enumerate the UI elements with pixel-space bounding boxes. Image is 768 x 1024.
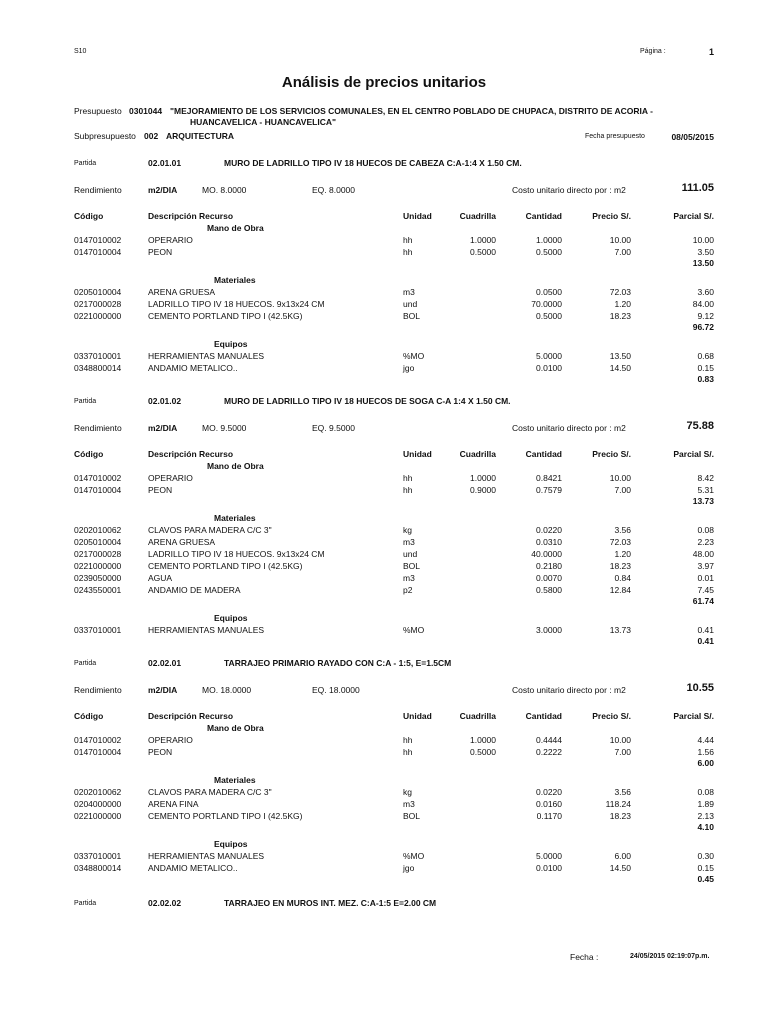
resource-cuadrilla: 0.9000 (470, 485, 496, 495)
materiales-subtotal: 96.72 (692, 322, 714, 332)
resource-precio: 72.03 (609, 287, 631, 297)
equipos-row (0, 363, 768, 374)
costo-unitario-value: 75.88 (686, 420, 714, 432)
subpresupuesto-label: Subpresupuesto (74, 131, 136, 141)
col-header-descripcion: Descripción Recurso (148, 449, 234, 459)
resource-cuadrilla: 1.0000 (470, 235, 496, 245)
equipos-group-heading: Equipos (214, 839, 248, 849)
costo-unitario-value: 111.05 (681, 182, 714, 194)
equipos-row (0, 351, 768, 362)
partida-code: 02.01.01 (148, 158, 182, 168)
resource-cantidad: 0.0220 (536, 525, 562, 535)
resource-code: 0221000000 (74, 311, 122, 321)
resource-unit: hh (403, 735, 413, 745)
resource-description: ARENA GRUESA (148, 537, 216, 547)
costo-unitario-label: Costo unitario directo por : m2 (512, 685, 626, 695)
resource-cantidad: 0.2222 (536, 747, 562, 757)
col-header-unidad: Unidad (403, 449, 432, 459)
materiales-row (0, 799, 768, 810)
materiales-subtotal: 4.10 (697, 822, 714, 832)
resource-unit: m3 (403, 287, 415, 297)
equipos-row (0, 625, 768, 636)
mano-obra-subtotal: 13.73 (692, 496, 714, 506)
resource-description: LADRILLO TIPO IV 18 HUECOS. 9x13x24 CM (148, 299, 325, 309)
resource-unit: m3 (403, 573, 415, 583)
resource-cantidad: 3.0000 (536, 625, 562, 635)
resource-code: 0337010001 (74, 625, 122, 635)
resource-precio: 13.73 (609, 625, 631, 635)
materiales-group-heading: Materiales (214, 775, 256, 785)
resource-precio: 10.00 (609, 235, 631, 245)
resource-description: ARENA GRUESA (148, 287, 216, 297)
resource-unit: p2 (403, 585, 413, 595)
resource-precio: 0.84 (614, 573, 631, 583)
resource-code: 0243550001 (74, 585, 122, 595)
resource-cantidad: 0.1170 (536, 811, 562, 821)
resource-precio: 118.24 (605, 799, 631, 809)
resource-unit: BOL (403, 561, 421, 571)
resource-precio: 1.20 (614, 299, 631, 309)
resource-cantidad: 40.0000 (531, 549, 562, 559)
resource-precio: 14.50 (609, 363, 631, 373)
col-header-codigo: Código (74, 211, 104, 221)
resource-description: HERRAMIENTAS MANUALES (148, 851, 265, 861)
resource-description: AGUA (148, 573, 173, 583)
resource-description: CEMENTO PORTLAND TIPO I (42.5KG) (148, 561, 303, 571)
resource-unit: jgo (403, 863, 415, 873)
resource-unit: hh (403, 473, 413, 483)
resource-precio: 1.20 (614, 549, 631, 559)
resource-description: PEON (148, 485, 173, 495)
resource-parcial: 3.97 (697, 561, 714, 571)
resource-code: 0147010002 (74, 235, 122, 245)
materiales-row (0, 537, 768, 548)
resource-code: 0217000028 (74, 299, 122, 309)
resource-code: 0147010002 (74, 473, 122, 483)
resource-description: OPERARIO (148, 473, 193, 483)
rendimiento-unit: m2/DIA (148, 685, 178, 695)
resource-unit: hh (403, 747, 413, 757)
resource-unit: hh (403, 235, 413, 245)
materiales-row (0, 299, 768, 310)
materiales-row (0, 811, 768, 822)
materiales-row (0, 585, 768, 596)
resource-cantidad: 0.0070 (536, 573, 562, 583)
partida-code: 02.01.02 (148, 396, 182, 406)
equipos-group-heading: Equipos (214, 339, 248, 349)
resource-unit: %MO (403, 351, 425, 361)
col-header-parcial: Parcial S/. (673, 449, 714, 459)
materiales-row (0, 561, 768, 572)
resource-cantidad: 5.0000 (536, 851, 562, 861)
resource-cantidad: 5.0000 (536, 351, 562, 361)
col-header-precio: Precio S/. (592, 711, 631, 721)
resource-cantidad: 70.0000 (531, 299, 562, 309)
materiales-row (0, 311, 768, 322)
resource-code: 0337010001 (74, 851, 122, 861)
eq-value: EQ. 8.0000 (312, 185, 356, 195)
materiales-group-heading: Materiales (214, 275, 256, 285)
eq-value: EQ. 18.0000 (312, 685, 360, 695)
resource-cantidad: 0.2180 (536, 561, 562, 571)
resource-unit: und (403, 549, 418, 559)
mano-obra-row (0, 473, 768, 484)
subpresupuesto-name: ARQUITECTURA (166, 131, 234, 141)
page-label: Página : (640, 48, 666, 55)
resource-parcial: 0.15 (697, 863, 714, 873)
resource-code: 0348800014 (74, 863, 122, 873)
resource-parcial: 0.01 (697, 573, 714, 583)
equipos-row (0, 863, 768, 874)
fecha-presupuesto-label: Fecha presupuesto (585, 133, 645, 140)
col-header-cuadrilla: Cuadrilla (459, 449, 496, 459)
resource-precio: 72.03 (609, 537, 631, 547)
mano-obra-subtotal: 13.50 (692, 258, 714, 268)
resource-unit: BOL (403, 311, 421, 321)
mano-obra-row (0, 247, 768, 258)
resource-description: OPERARIO (148, 235, 193, 245)
resource-cantidad: 0.5000 (536, 311, 562, 321)
equipos-group-heading: Equipos (214, 613, 248, 623)
resource-description: CLAVOS PARA MADERA C/C 3" (148, 787, 272, 797)
costo-unitario-label: Costo unitario directo por : m2 (512, 423, 626, 433)
mano-obra-row (0, 485, 768, 496)
partida-name: TARRAJEO EN MUROS INT. MEZ. C:A-1:5 E=2.00 CM (224, 898, 437, 908)
col-header-descripcion: Descripción Recurso (148, 211, 234, 221)
rendimiento-label: Rendimiento (74, 423, 122, 433)
presupuesto-desc-line2: HUANCAVELICA - HUANCAVELICA" (190, 117, 337, 127)
resource-precio: 10.00 (609, 473, 631, 483)
resource-precio: 18.23 (609, 311, 631, 321)
footer-fecha-label: Fecha : (570, 952, 599, 962)
resource-parcial: 1.89 (697, 799, 714, 809)
col-header-cuadrilla: Cuadrilla (459, 211, 496, 221)
resource-description: LADRILLO TIPO IV 18 HUECOS. 9x13x24 CM (148, 549, 325, 559)
col-header-cantidad: Cantidad (525, 449, 562, 459)
fecha-presupuesto: 08/05/2015 (671, 132, 714, 142)
resource-code: 0202010062 (74, 525, 122, 535)
resource-description: HERRAMIENTAS MANUALES (148, 625, 265, 635)
col-header-cantidad: Cantidad (525, 211, 562, 221)
equipos-subtotal: 0.83 (697, 374, 714, 384)
resource-precio: 7.00 (614, 247, 631, 257)
resource-unit: m3 (403, 537, 415, 547)
resource-description: ARENA FINA (148, 799, 199, 809)
resource-code: 0147010004 (74, 247, 122, 257)
resource-description: CEMENTO PORTLAND TIPO I (42.5KG) (148, 811, 303, 821)
resource-description: ANDAMIO METALICO.. (148, 863, 238, 873)
resource-cantidad: 0.5800 (536, 585, 562, 595)
col-header-descripcion: Descripción Recurso (148, 711, 234, 721)
resource-code: 0202010062 (74, 787, 122, 797)
resource-description: ANDAMIO DE MADERA (148, 585, 241, 595)
resource-code: 0221000000 (74, 811, 122, 821)
resource-code: 0205010004 (74, 287, 122, 297)
rendimiento-label: Rendimiento (74, 185, 122, 195)
partida-code: 02.02.01 (148, 658, 182, 668)
costo-unitario-label: Costo unitario directo por : m2 (512, 185, 626, 195)
partida-label: Partida (74, 660, 97, 667)
resource-cuadrilla: 1.0000 (470, 473, 496, 483)
col-header-precio: Precio S/. (592, 449, 631, 459)
presupuesto-desc-line1: "MEJORAMIENTO DE LOS SERVICIOS COMUNALES, EN EL CENTRO POBLADO DE CHUPACA, DISTRITO DE ACORIA - (170, 106, 653, 116)
resource-precio: 6.00 (614, 851, 631, 861)
mano-obra-row (0, 747, 768, 758)
partida-code: 02.02.02 (148, 898, 182, 908)
resource-unit: hh (403, 485, 413, 495)
resource-precio: 18.23 (609, 811, 631, 821)
resource-precio: 10.00 (609, 735, 631, 745)
resource-code: 0147010004 (74, 747, 122, 757)
resource-parcial: 7.45 (697, 585, 714, 595)
resource-unit: BOL (403, 811, 421, 821)
resource-parcial: 2.23 (697, 537, 714, 547)
equipos-row (0, 851, 768, 862)
presupuesto-code: 0301044 (129, 106, 163, 116)
resource-unit: kg (403, 525, 412, 535)
resource-precio: 3.56 (614, 787, 631, 797)
rendimiento-label: Rendimiento (74, 685, 122, 695)
resource-description: PEON (148, 747, 173, 757)
resource-precio: 3.56 (614, 525, 631, 535)
resource-cantidad: 0.7579 (536, 485, 562, 495)
resource-unit: %MO (403, 625, 425, 635)
mano-obra-subtotal: 6.00 (697, 758, 714, 768)
resource-cantidad: 1.0000 (536, 235, 562, 245)
resource-unit: hh (403, 247, 413, 257)
eq-value: EQ. 9.5000 (312, 423, 356, 433)
resource-unit: m3 (403, 799, 415, 809)
resource-precio: 7.00 (614, 747, 631, 757)
resource-precio: 7.00 (614, 485, 631, 495)
materiales-row (0, 525, 768, 536)
partida-label: Partida (74, 160, 97, 167)
resource-code: 0204000000 (74, 799, 122, 809)
resource-code: 0239050000 (74, 573, 122, 583)
resource-code: 0147010004 (74, 485, 122, 495)
resource-code: 0217000028 (74, 549, 122, 559)
resource-parcial: 4.44 (697, 735, 714, 745)
resource-description: OPERARIO (148, 735, 193, 745)
partida-label: Partida (74, 398, 97, 405)
partida-name: MURO DE LADRILLO TIPO IV 18 HUECOS DE SOGA C-A 1:4 X 1.50 CM. (224, 396, 511, 406)
materiales-row (0, 287, 768, 298)
col-header-codigo: Código (74, 711, 104, 721)
resource-parcial: 9.12 (697, 311, 714, 321)
resource-cantidad: 0.0100 (536, 863, 562, 873)
resource-cuadrilla: 0.5000 (470, 747, 496, 757)
mano-obra-row (0, 235, 768, 246)
resource-parcial: 3.60 (697, 287, 714, 297)
resource-precio: 18.23 (609, 561, 631, 571)
mo-value: MO. 8.0000 (202, 185, 247, 195)
presupuesto-label: Presupuesto (74, 106, 122, 116)
resource-precio: 13.50 (609, 351, 631, 361)
resource-parcial: 2.13 (697, 811, 714, 821)
materiales-group-heading: Materiales (214, 513, 256, 523)
resource-cantidad: 0.0160 (536, 799, 562, 809)
subpresupuesto-code: 002 (144, 131, 159, 141)
footer-fecha: 24/05/2015 02:19:07p.m. (630, 953, 710, 960)
resource-parcial: 48.00 (692, 549, 714, 559)
resource-parcial: 5.31 (697, 485, 714, 495)
resource-parcial: 0.08 (697, 787, 714, 797)
resource-cantidad: 0.0100 (536, 363, 562, 373)
resource-code: 0221000000 (74, 561, 122, 571)
mano-obra-group-heading: Mano de Obra (207, 223, 264, 233)
resource-parcial: 0.41 (697, 625, 714, 635)
col-header-precio: Precio S/. (592, 211, 631, 221)
resource-parcial: 1.56 (697, 747, 714, 757)
resource-parcial: 3.50 (697, 247, 714, 257)
resource-cantidad: 0.5000 (536, 247, 562, 257)
resource-parcial: 8.42 (697, 473, 714, 483)
rendimiento-unit: m2/DIA (148, 185, 178, 195)
partida-name: MURO DE LADRILLO TIPO IV 18 HUECOS DE CABEZA C:A-1:4 X 1.50 CM. (224, 158, 522, 168)
col-header-parcial: Parcial S/. (673, 711, 714, 721)
resource-cuadrilla: 0.5000 (470, 247, 496, 257)
resource-cuadrilla: 1.0000 (470, 735, 496, 745)
resource-unit: jgo (403, 363, 415, 373)
resource-description: PEON (148, 247, 173, 257)
resource-precio: 14.50 (609, 863, 631, 873)
col-header-unidad: Unidad (403, 711, 432, 721)
resource-code: 0147010002 (74, 735, 122, 745)
resource-cantidad: 0.4444 (536, 735, 562, 745)
resource-parcial: 0.30 (697, 851, 714, 861)
resource-cantidad: 0.8421 (536, 473, 562, 483)
mo-value: MO. 9.5000 (202, 423, 247, 433)
page-number: 1 (708, 47, 714, 57)
resource-code: 0337010001 (74, 351, 122, 361)
resource-description: ANDAMIO METALICO.. (148, 363, 238, 373)
page-title: Análisis de precios unitarios (281, 74, 487, 91)
resource-unit: kg (403, 787, 412, 797)
resource-unit: %MO (403, 851, 425, 861)
costo-unitario-value: 10.55 (686, 682, 714, 694)
resource-parcial: 84.00 (692, 299, 714, 309)
col-header-cantidad: Cantidad (525, 711, 562, 721)
mo-value: MO. 18.0000 (202, 685, 252, 695)
materiales-subtotal: 61.74 (692, 596, 714, 606)
col-header-unidad: Unidad (403, 211, 432, 221)
resource-code: 0348800014 (74, 363, 122, 373)
col-header-parcial: Parcial S/. (673, 211, 714, 221)
resource-parcial: 0.08 (697, 525, 714, 535)
resource-parcial: 0.68 (697, 351, 714, 361)
resource-parcial: 0.15 (697, 363, 714, 373)
resource-parcial: 10.00 (692, 235, 714, 245)
resource-cantidad: 0.0310 (536, 537, 562, 547)
resource-description: CEMENTO PORTLAND TIPO I (42.5KG) (148, 311, 303, 321)
col-header-codigo: Código (74, 449, 104, 459)
rendimiento-unit: m2/DIA (148, 423, 178, 433)
resource-cantidad: 0.0220 (536, 787, 562, 797)
partida-label: Partida (74, 900, 97, 907)
equipos-subtotal: 0.41 (697, 636, 714, 646)
partida-name: TARRAJEO PRIMARIO RAYADO CON C:A - 1:5, E=1.5CM (224, 658, 452, 668)
resource-cantidad: 0.0500 (536, 287, 562, 297)
resource-description: CLAVOS PARA MADERA C/C 3" (148, 525, 272, 535)
mano-obra-group-heading: Mano de Obra (207, 461, 264, 471)
resource-unit: und (403, 299, 418, 309)
materiales-row (0, 787, 768, 798)
col-header-cuadrilla: Cuadrilla (459, 711, 496, 721)
materiales-row (0, 573, 768, 584)
resource-code: 0205010004 (74, 537, 122, 547)
report-code: S10 (74, 48, 87, 55)
equipos-subtotal: 0.45 (697, 874, 714, 884)
resource-description: HERRAMIENTAS MANUALES (148, 351, 265, 361)
mano-obra-row (0, 735, 768, 746)
materiales-row (0, 549, 768, 560)
mano-obra-group-heading: Mano de Obra (207, 723, 264, 733)
resource-precio: 12.84 (609, 585, 631, 595)
